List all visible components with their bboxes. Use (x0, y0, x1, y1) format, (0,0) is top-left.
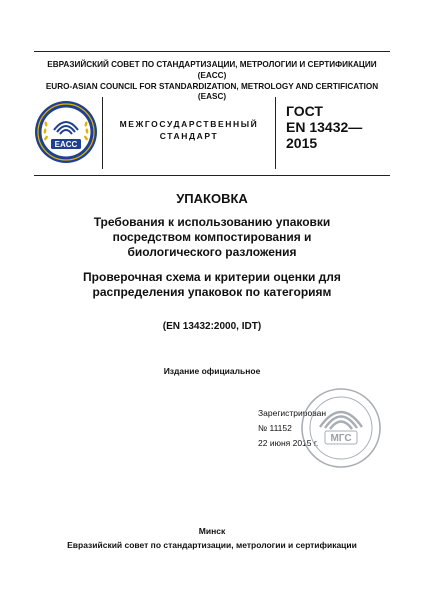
council-abbr-ru: (EACC) (197, 70, 227, 80)
designation-line3: 2015 (286, 135, 318, 151)
mgs-stamp (300, 387, 382, 469)
council-abbr-en: (EASC) (197, 92, 227, 102)
title-part1-line1: Требования к использованию упаковки (93, 215, 331, 229)
standard-type-line1: МЕЖГОСУДАРСТВЕННЫЙ (119, 119, 259, 129)
header-divider-left (102, 97, 103, 169)
registration-date: 22 июня 2015 г. (258, 438, 319, 448)
council-header (34, 51, 390, 103)
standard-reference: (EN 13432:2000, IDT) (162, 321, 262, 332)
header-divider-right (275, 97, 276, 169)
publisher-name: Евразийский совет по стандартизации, метрологии и сертификации (67, 540, 357, 550)
stamp-inner-ring (310, 397, 372, 459)
designation-line2: EN 13432— (286, 119, 363, 135)
stamp-label: МГС (330, 433, 352, 444)
stamp-outer-ring (302, 389, 380, 467)
emblem-label: EACC (54, 140, 78, 149)
standard-designation (286, 103, 386, 151)
title-part2-line2: распределения упаковок по категориям (92, 285, 332, 299)
standard-type-line2: СТАНДАРТ (159, 131, 219, 141)
emblem-inner-disk (42, 108, 91, 157)
stamp-arcs (320, 412, 362, 429)
document-title: УПАКОВКА (176, 191, 248, 206)
title-part1-line3: биологического разложения (127, 245, 297, 259)
standard-type (104, 118, 274, 142)
registration-number: № 11152 (258, 423, 292, 433)
title-part2-line1: Проверочная схема и критерии оценки для (83, 270, 341, 284)
title-part2 (0, 270, 424, 300)
edition-note: Издание официальное (163, 366, 261, 376)
easc-emblem (34, 100, 98, 164)
title-part1 (0, 215, 424, 260)
header-bottom-rule (34, 175, 390, 176)
publication-city: Минск (198, 526, 226, 536)
council-name-ru: ЕВРАЗИЙСКИЙ СОВЕТ ПО СТАНДАРТИЗАЦИИ, МЕТРОЛОГИИ И СЕРТИФИКАЦИИ (47, 60, 377, 69)
council-name-en: EURO-ASIAN COUNCIL FOR STANDARDIZATION, METROLOGY AND CERTIFICATION (45, 81, 379, 91)
title-part1-line2: посредством компостирования и (112, 230, 312, 244)
designation-line1: ГОСТ (286, 103, 323, 119)
registration-line1: Зарегистрирован (258, 408, 327, 418)
